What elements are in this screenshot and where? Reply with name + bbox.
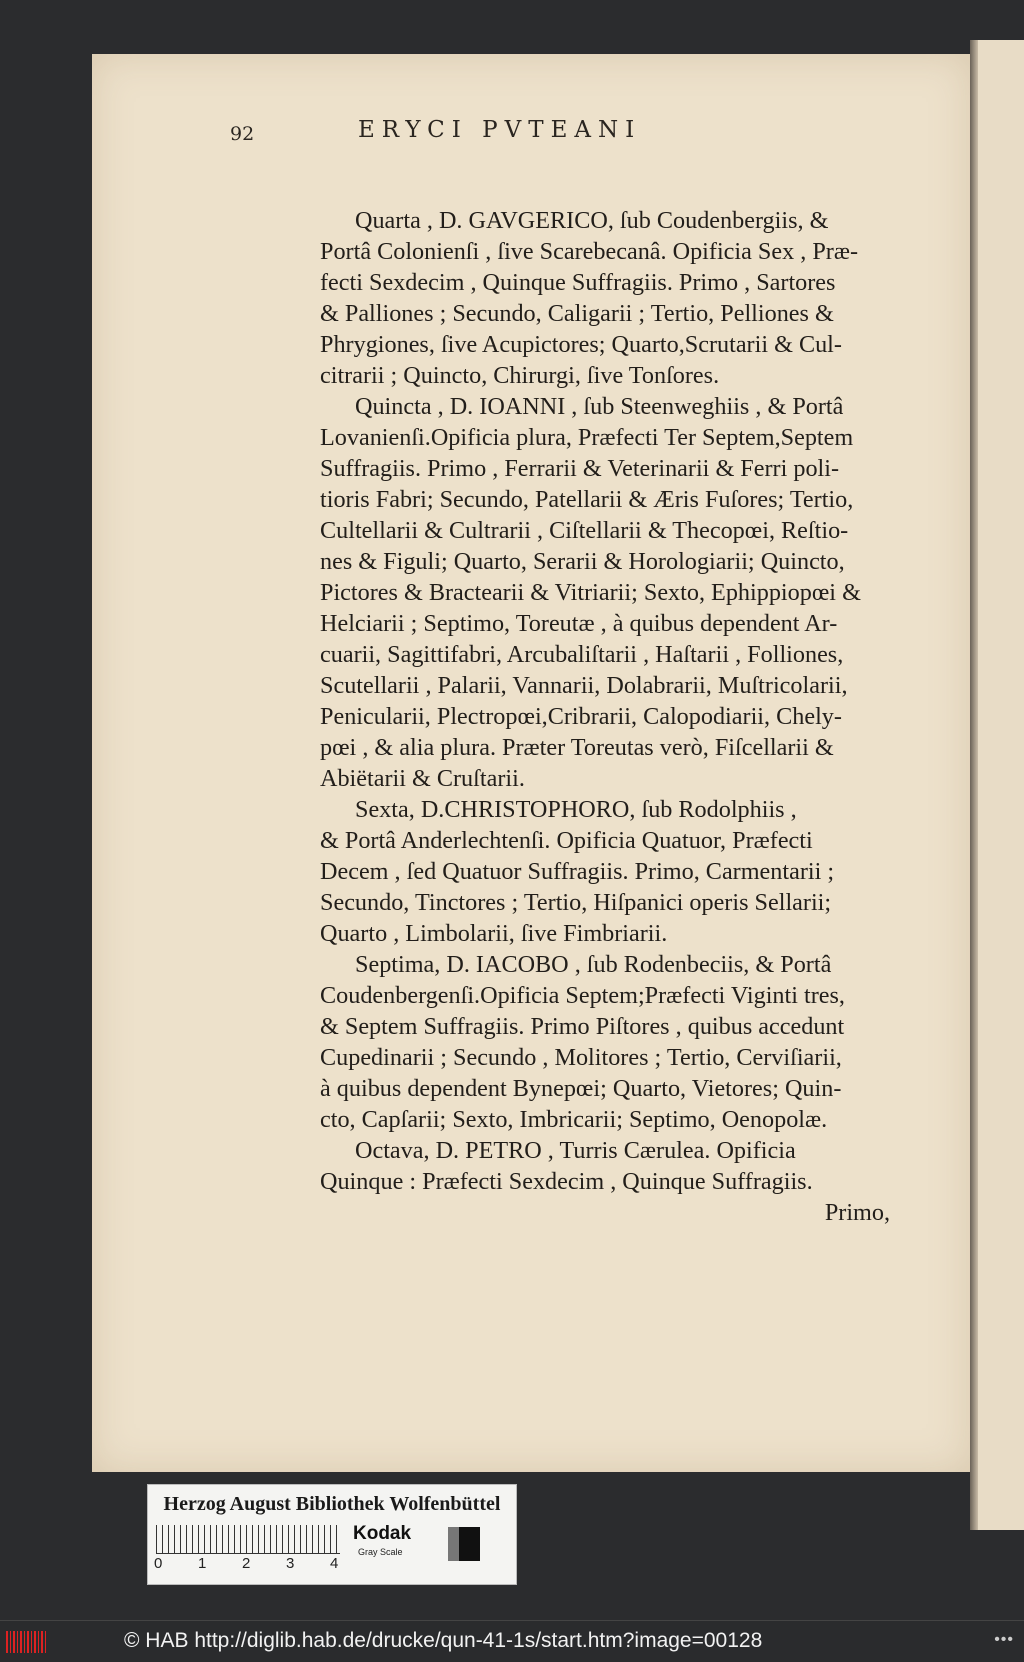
text-line: Septima, D. IACOBO , ſub Rodenbeciis, & Portâ [355, 951, 832, 978]
text-line: & Portâ Anderlechtenſi. Opificia Quatuor, Præfecti [320, 827, 813, 854]
text-line: Coudenbergenſi.Opificia Septem;Præfecti Viginti tres, [320, 982, 845, 1009]
text-line: Pictores & Bractearii & Vitriarii; Sexto, Ephippiopœi & [320, 579, 861, 606]
ruler-number: 0 [154, 1555, 163, 1572]
page-gutter [970, 40, 978, 1530]
catchword: Primo, [824, 1199, 890, 1226]
text-line: Phrygiones, ſive Acupictores; Quarto,Scrutarii & Cul- [320, 331, 842, 358]
viewer-footer [0, 1620, 1024, 1662]
text-line: fecti Sexdecim , Quinque Suffragiis. Primo , Sartores [320, 269, 836, 296]
text-line: Quinque : Præfecti Sexdecim , Quinque Suffragiis. [320, 1168, 813, 1195]
text-line: Scutellarii , Palarii, Vannarii, Dolabrarii, Muſtricolarii, [320, 672, 848, 699]
text-line: Portâ Colonienſi , ſive Scarebecanâ. Opificia Sex , Præ- [320, 238, 859, 265]
text-line: nes & Figuli; Quarto, Serarii & Horologiarii; Quincto, [320, 548, 845, 575]
library-name: Herzog August Bibliothek Wolfenbüttel [163, 1493, 501, 1515]
text-line: Penicularii, Plectropœi,Cribrarii, Calopodiarii, Chely- [320, 703, 842, 730]
text-line: Abiëtarii & Cruſtarii. [320, 765, 525, 792]
text-line: Secundo, Tinctores ; Tertio, Hiſpanici operis Sellarii; [320, 889, 832, 916]
text-line: Suffragiis. Primo , Ferrarii & Veterinarii & Ferri poli- [320, 455, 840, 482]
text-line: & Septem Suffragiis. Primo Piſtores , quibus accedunt [320, 1013, 845, 1040]
gray-patch [448, 1527, 480, 1561]
ruler-number: 3 [286, 1555, 295, 1572]
text-line: citrarii ; Quincto, Chirurgi, ſive Tonſores. [320, 362, 720, 389]
text-line: Sexta, D.CHRISTOPHORO, ſub Rodolphiis , [355, 796, 797, 823]
copyright-url[interactable]: © HAB http://diglib.hab.de/drucke/qun-41-1s/start.htm?image=00128 [124, 1629, 763, 1652]
text-line: Quincta , D. IOANNI , ſub Steenweghiis , & Portâ [355, 393, 844, 420]
more-menu-icon[interactable]: ••• [994, 1631, 1014, 1648]
text-line: à quibus dependent Bynepœi; Quarto, Vietores; Quin- [320, 1075, 842, 1102]
text-line: pœi , & alia plura. Præter Toreutas verò, Fiſcellarii & [320, 734, 834, 761]
ruler-number: 1 [198, 1555, 207, 1572]
gray-scale-label: Gray Scale [358, 1547, 403, 1557]
text-line: Quarto , Limbolarii, ſive Fimbriarii. [320, 920, 668, 947]
ruler-number: 2 [242, 1555, 251, 1572]
text-line: Cupedinarii ; Secundo , Molitores ; Tertio, Cerviſiarii, [320, 1044, 842, 1071]
ruler-numbers [154, 1555, 354, 1575]
running-head-title: ERYCI PVTEANI [358, 117, 642, 143]
text-line: Lovanienſi.Opificia plura, Præfecti Ter Septem,Septem [320, 424, 854, 451]
kodak-logo: Kodak [353, 1523, 412, 1544]
text-line: Octava, D. PETRO , Turris Cærulea. Opificia [355, 1137, 796, 1164]
text-line: Quarta , D. GAVGERICO, ſub Coudenbergiis, & [355, 207, 829, 234]
text-line: cuarii, Sagittifabri, Arcubaliſtarii , Haſtarii , Folliones, [320, 641, 844, 668]
text-line: & Palliones ; Secundo, Caligarii ; Tertio, Pelliones & [320, 300, 834, 327]
text-line: cto, Capſarii; Sexto, Imbricarii; Septimo, Oenopolæ. [320, 1106, 828, 1133]
color-calibration-card [147, 1484, 517, 1585]
body-text [320, 205, 890, 1228]
text-line: Decem , ſed Quatuor Suffragiis. Primo, Carmentarii ; [320, 858, 835, 885]
text-line: Cultellarii & Cultrarii , Ciſtellarii & Thecopœi, Reſtio- [320, 517, 849, 544]
scale-ruler [156, 1525, 340, 1554]
hab-logo-icon[interactable] [6, 1631, 46, 1653]
running-head [230, 117, 830, 153]
ruler-number: 4 [330, 1555, 339, 1572]
page-number: 92 [230, 123, 255, 145]
text-line: Helciarii ; Septimo, Toreutæ , à quibus dependent Ar- [320, 610, 838, 637]
facing-page-edge [970, 40, 1024, 1530]
text-line: tioris Fabri; Secundo, Patellarii & Æris Fuſores; Tertio, [320, 486, 854, 513]
